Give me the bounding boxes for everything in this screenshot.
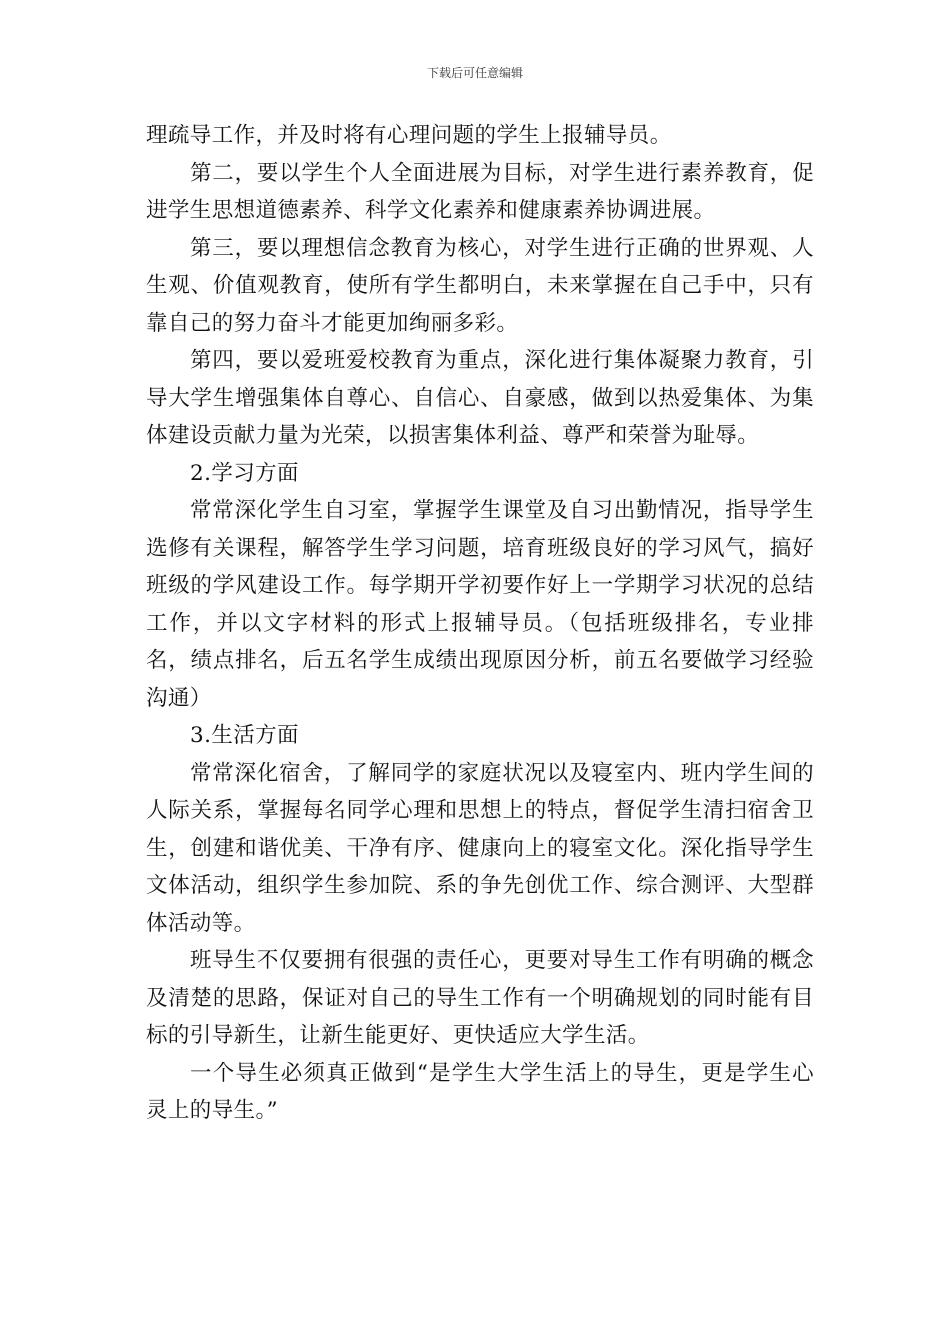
paragraph-life: 常常深化宿舍，了解同学的家庭状况以及寝室内、班内学生间的人际关系，掌握每名同学心理和思想上的特点，督促学生清扫宿舍卫生，创建和谐优美、干净有序、健康向上的寝室文化。深化指导学生文体活动，组织学生参加院、系的争先创优工作、综合测评、大型群体活动等。	[146, 760, 814, 936]
paragraph-second-point: 第二，要以学生个人全面进展为目标，对学生进行素养教育，促进学生思想道德素养、科学文化素养和健康素养协调进展。	[146, 160, 814, 223]
document-body	[146, 117, 814, 1130]
paragraph-responsibility: 班导生不仅要拥有很强的责任心，更要对导生工作有明确的概念及清楚的思路，保证对自己的导生工作有一个明确规划的同时能有目标的引导新生，让新生能更好、更快适应大学生活。	[146, 948, 814, 1048]
page-header-note: 下载后可任意编辑	[426, 66, 523, 80]
paragraph-third-point: 第三，要以理想信念教育为核心，对学生进行正确的世界观、人生观、价值观教育，使所有学生都明白，未来掌握在自己手中，只有靠自己的努力奋斗才能更加绚丽多彩。	[146, 235, 814, 336]
section-heading-study: 2.学习方面	[190, 460, 299, 486]
paragraph-conclusion: 一个导生必须真正做到“是学生大学生活上的导生，更是学生心灵上的导生。”	[146, 1060, 814, 1123]
section-heading-life: 3.生活方面	[190, 723, 299, 748]
paragraph-continuation: 理疏导工作，并及时将有心理问题的学生上报辅导员。	[146, 123, 672, 148]
paragraph-fourth-point: 第四，要以爱班爱校教育为重点，深化进行集体凝聚力教育，引导大学生增强集体自尊心、自信心、自豪感，做到以热爱集体、为集体建设贡献力量为光荣，以损害集体利益、尊严和荣誉为耻辱。	[146, 348, 814, 448]
paragraph-study: 常常深化学生自习室，掌握学生课堂及自习出勤情况，指导学生选修有关课程，解答学生学习问题，培育班级良好的学习风气，搞好班级的学风建设工作。每学期开学初要作好上一学期学习状况的总结工作，并以文字材料的形式上报辅导员。（包括班级排名，专业排名，绩点排名，后五名学生成绩出现原因分析，前五名要做学习经验沟通）	[146, 498, 814, 711]
